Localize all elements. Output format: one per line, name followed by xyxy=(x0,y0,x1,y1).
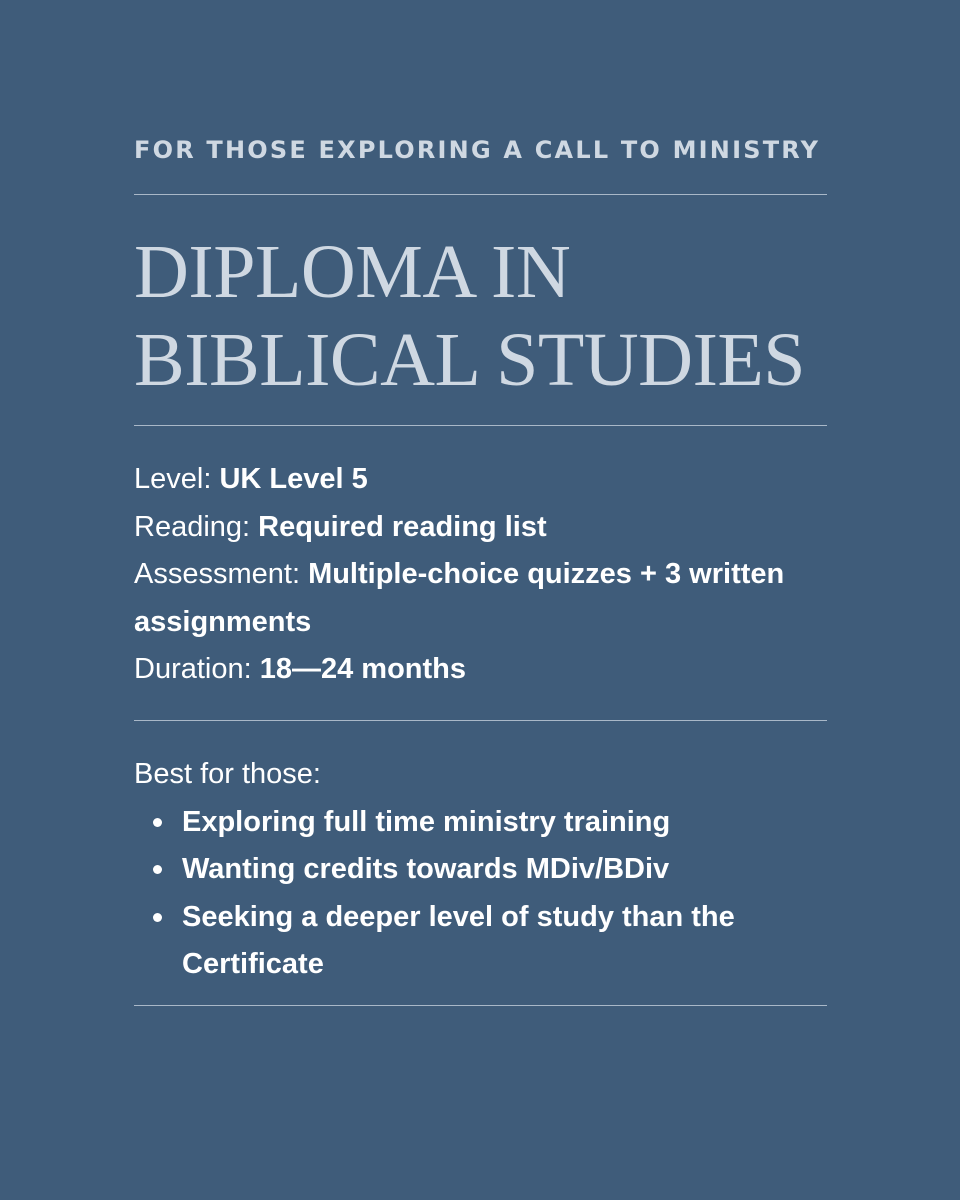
divider xyxy=(134,720,827,721)
detail-assessment xyxy=(134,551,827,646)
list-item xyxy=(134,799,742,847)
eyebrow-text: FOR THOSE EXPLORING A CALL TO MINISTRY xyxy=(134,136,821,164)
detail-label: Reading: xyxy=(134,510,259,543)
divider xyxy=(134,425,827,426)
list-item-text: Wanting credits towards MDiv/BDiv xyxy=(182,853,670,885)
list-item-text: Exploring full time ministry training xyxy=(182,805,671,838)
detail-level xyxy=(134,456,827,504)
list-item xyxy=(134,894,742,989)
best-for-list xyxy=(134,799,827,989)
bullet-icon xyxy=(153,913,162,922)
program-details xyxy=(134,456,827,694)
divider xyxy=(134,194,827,195)
bullet-icon xyxy=(153,818,162,827)
list-item xyxy=(134,846,742,894)
detail-value: UK Level 5 xyxy=(219,463,368,495)
detail-value: Multiple-choice quizzes + 3 written assignments xyxy=(134,558,785,638)
list-item-text: Seeking a deeper level of study than the Certificate xyxy=(182,900,735,980)
detail-value: Required reading list xyxy=(258,510,547,543)
program-title xyxy=(134,228,805,404)
program-title-line-1: DIPLOMA IN xyxy=(134,230,571,314)
program-card xyxy=(134,0,827,1200)
bullet-icon xyxy=(153,865,162,874)
detail-duration xyxy=(134,646,827,694)
detail-reading xyxy=(134,504,827,552)
detail-label: Assessment: xyxy=(134,558,309,590)
detail-label: Level: xyxy=(134,463,220,495)
detail-label: Duration: xyxy=(134,653,260,685)
divider xyxy=(134,1005,827,1006)
best-for-section xyxy=(134,751,827,989)
detail-value: 18—24 months xyxy=(259,653,467,685)
program-title-line-2: BIBLICAL STUDIES xyxy=(134,318,806,402)
best-for-heading: Best for those: xyxy=(134,758,321,790)
